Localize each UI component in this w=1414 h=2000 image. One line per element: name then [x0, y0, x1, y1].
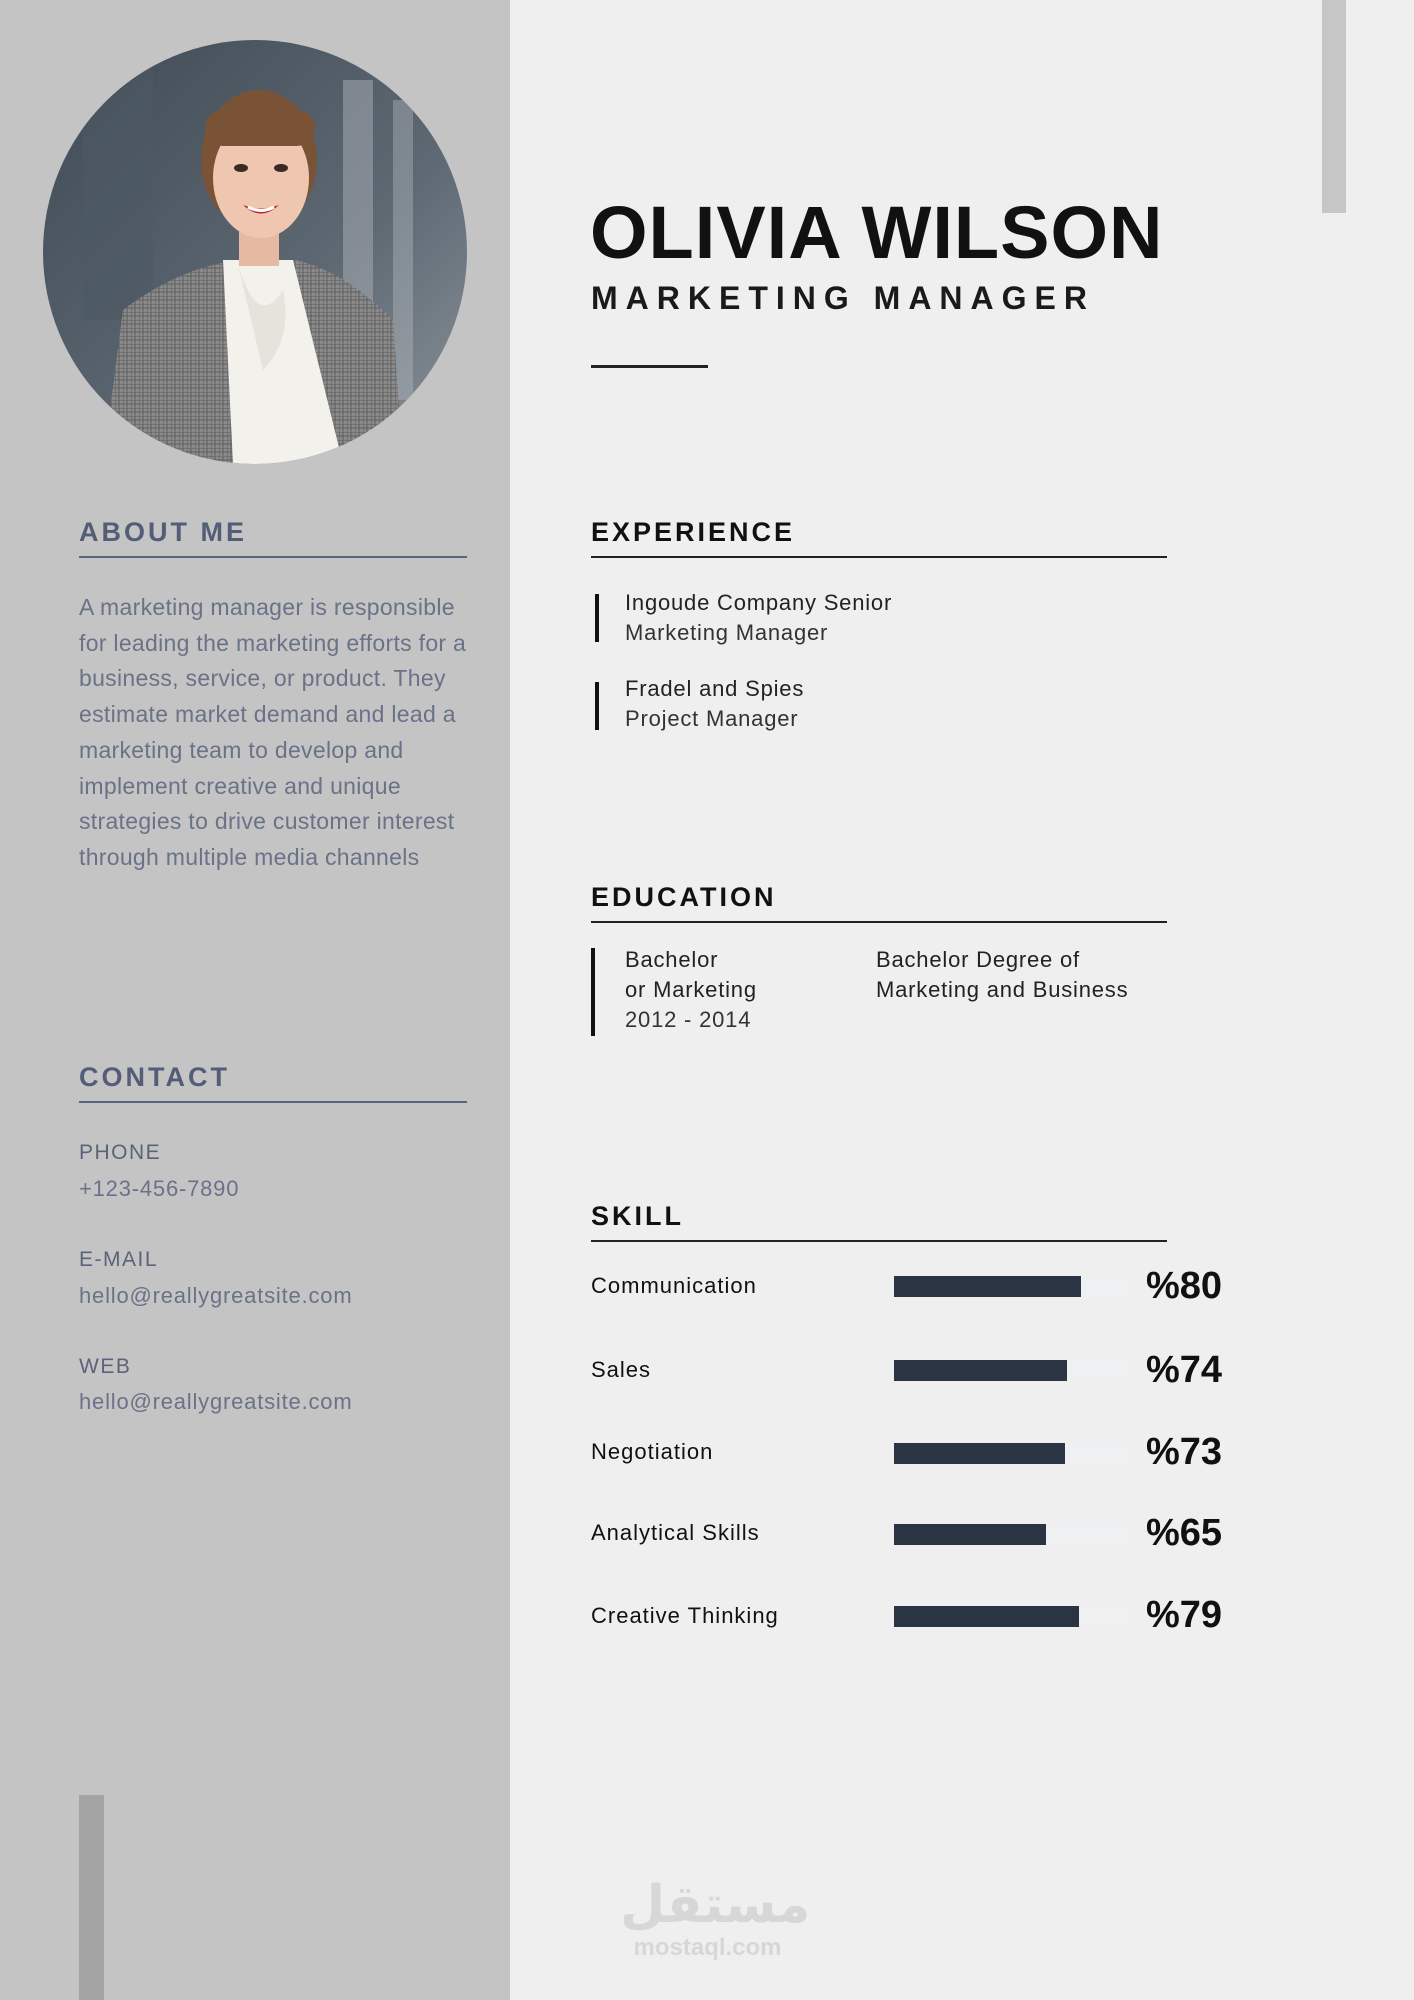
skill-percent: %73 — [1146, 1431, 1223, 1473]
skill-label: Negotiation — [591, 1439, 714, 1464]
education-degree-line1: Bachelor — [625, 947, 719, 972]
skill-bar-fill — [894, 1606, 1079, 1627]
skill-percent: %80 — [1146, 1265, 1223, 1307]
education-detail — [876, 945, 1128, 1005]
phone-value: +123-456-7890 — [79, 1176, 240, 1201]
title-divider — [591, 365, 708, 368]
decorative-top-bar — [1322, 0, 1346, 213]
experience-heading: EXPERIENCE — [591, 517, 1167, 558]
experience-item — [625, 674, 804, 734]
decorative-bottom-bar — [79, 1795, 104, 2000]
skill-bar-track — [894, 1443, 1128, 1464]
email-value[interactable]: hello@reallygreatsite.com — [79, 1283, 353, 1308]
skill-percent: %74 — [1146, 1349, 1223, 1391]
skill-label: Analytical Skills — [591, 1520, 760, 1545]
phone-label: PHONE — [79, 1141, 162, 1164]
profile-photo — [43, 40, 467, 464]
skill-bar-track — [894, 1360, 1128, 1381]
education-years: 2012 - 2014 — [625, 1007, 752, 1032]
skill-heading: SKILL — [591, 1201, 1167, 1242]
watermark — [620, 1875, 811, 1961]
web-value[interactable]: hello@reallygreatsite.com — [79, 1389, 353, 1414]
skill-bar-fill — [894, 1524, 1046, 1545]
education-marker — [591, 948, 595, 1036]
contact-heading: CONTACT — [79, 1062, 467, 1103]
education-detail-line2: Marketing and Business — [876, 977, 1129, 1002]
experience-role-line2: Project Manager — [625, 706, 799, 731]
experience-item — [625, 588, 892, 648]
email-label: E-MAIL — [79, 1248, 159, 1271]
skill-bar-fill — [894, 1276, 1081, 1297]
watermark-arabic: مستقل — [620, 1875, 811, 1935]
job-title: MARKETING MANAGER — [591, 280, 1095, 316]
skill-bar-track — [894, 1524, 1128, 1545]
experience-marker — [595, 682, 599, 730]
skill-bar-track — [894, 1276, 1128, 1297]
experience-role-line1: Fradel and Spies — [625, 676, 805, 701]
experience-role-line1: Ingoude Company Senior — [625, 590, 893, 615]
skill-bar-track — [894, 1606, 1128, 1627]
experience-role-line2: Marketing Manager — [625, 620, 829, 645]
skill-bar-fill — [894, 1443, 1065, 1464]
skill-label: Sales — [591, 1357, 652, 1382]
skill-label: Creative Thinking — [591, 1603, 779, 1628]
about-text: A marketing manager is responsible for leading the marketing efforts for a business, service, or product. They estimate market demand and lead a marketing team to develop and implement creative and unique strategies to drive customer interest through multiple media channels — [79, 594, 467, 870]
skill-percent: %65 — [1146, 1512, 1223, 1554]
education-heading: EDUCATION — [591, 882, 1167, 923]
web-label: WEB — [79, 1355, 132, 1378]
skill-label: Communication — [591, 1273, 757, 1298]
skill-bar-fill — [894, 1360, 1067, 1381]
education-degree — [625, 945, 757, 1035]
about-heading: ABOUT ME — [79, 517, 467, 558]
skill-percent: %79 — [1146, 1594, 1223, 1636]
education-degree-line2: or Marketing — [625, 977, 757, 1002]
education-detail-line1: Bachelor Degree of — [876, 947, 1080, 972]
watermark-latin: mostaql.com — [633, 1934, 782, 1961]
name-heading: OLIVIA WILSON — [590, 191, 1164, 274]
experience-marker — [595, 594, 599, 642]
